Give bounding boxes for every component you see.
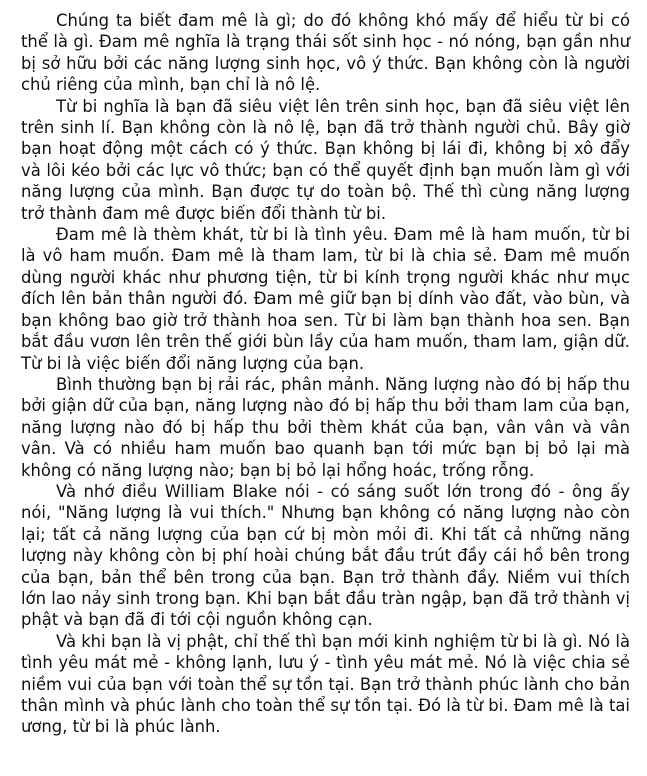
paragraph-4: Bình thường bạn bị rải rác, phân mảnh. Năng lượng nào đó bị hấp thu bởi giận dữ của bạn, năng lượng nào đó bị hấp thu bởi tham lam của bạn, năng lượng nào đó bị hấp thu bởi thèm khát của bạn, vân vân và vân vân. Và có nhiều ham muốn bao quanh bạn tới mức bạn bị bỏ lại mà không có năng lượng nào; bạn bị bỏ lại hổng hoác, trống rỗng. — [21, 374, 630, 480]
paragraph-5: Và nhớ điều William Blake nói - có sáng suốt lớn trong đó - ông ấy nói, "Năng lượng là vui thích." Nhưng bạn không có năng lượng nào còn lại; tất cả năng lượng của bạn cứ bị mòn mỏi đi. Khi tất cả những năng lượng này không còn bị phí hoài chúng bắt đầu trút đầy cái hồ bên trong của bạn, bản thể bên trong của bạn. Bạn trở thành đầy. Niềm vui thích lớn lao nảy sinh trong bạn. Khi bạn bắt đầu tràn ngập, bạn đã trở thành vị phật và bạn đã đi tới cội nguồn không cạn. — [21, 481, 630, 630]
paragraph-3: Đam mê là thèm khát, từ bi là tình yêu. Đam mê là ham muốn, từ bi là vô ham muốn. Đam mê là tham lam, từ bi là chia sẻ. Đam mê muốn dùng người khác như phương tiện, từ bi kính trọng người khác như mục đích lên bản thân người đó. Đam mê giữ bạn bị dính vào đất, vào bùn, và bạn không bao giờ trở thành hoa sen. Từ bi làm bạn thành hoa sen. Bạn bắt đầu vươn lên trên thế giới bùn lầy của ham muốn, tham lam, giận dữ. Từ bi là việc biến đổi năng lượng của bạn. — [21, 225, 630, 373]
paragraph-1: Chúng ta biết đam mê là gì; do đó không khó mấy để hiểu từ bi có thể là gì. Đam mê nghĩa là trạng thái sốt sinh học - nó nóng, bạn gần như bị sở hữu bởi các năng lượng sinh học, vô ý thức. Bạn không còn là người chủ riêng của mình, bạn chỉ là nô lệ. — [21, 11, 630, 95]
paragraph-2: Từ bi nghĩa là bạn đã siêu việt lên trên sinh học, bạn đã siêu việt lên trên sinh lí. Bạn không còn là nô lệ, bạn đã trở thành người chủ. Bây giờ bạn hoạt động một cách có ý thức. Bạn không bị lái đi, không bị xô đẩy và lôi kéo bởi các lực vô thức; bạn có thể quyết định bạn muốn làm gì với năng lượng của mình. Bạn được tự do toàn bộ. Thế thì cùng năng lượng trở thành đam mê được biến đổi thành từ bi. — [21, 96, 630, 223]
paragraph-6: Và khi bạn là vị phật, chỉ thế thì bạn mới kinh nghiệm từ bi là gì. Nó là tình yêu mát mẻ - không lạnh, lưu ý - tình yêu mát mẻ. Nó là việc chia sẻ niềm vui của bạn với toàn thể sự tồn tại. Bạn trở thành phúc lành cho bản thân mình và phúc lành cho toàn thể sự tồn tại. Đó là từ bi. Đam mê là tai ương, từ bi là phúc lành. — [21, 631, 630, 737]
